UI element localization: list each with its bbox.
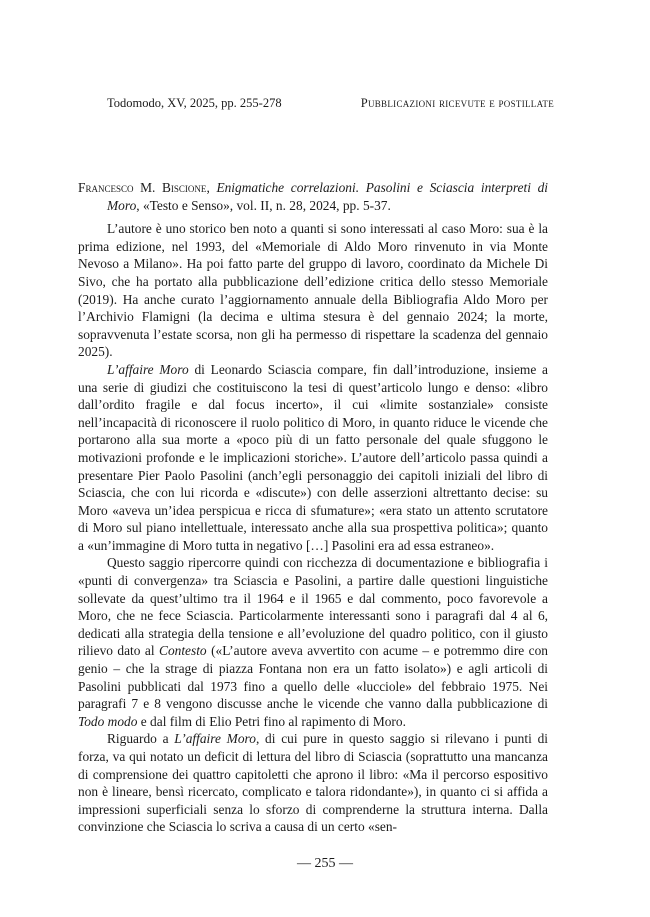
reference-title: Enigmatiche correlazioni. Pasolini e Sciascia interpreti di Moro [107, 180, 548, 213]
paragraph-3-text-a: Questo saggio ripercorre quindi con ricchezza di documentazione e bibliografia i «punti di convergenza» tra Sciascia e Pasolini, a partire dalle questioni linguistiche sollevate da quest’ultimo tra il 1964 e il 1965 e dal commento, poco favorevole a Moro, che ne fece Sciascia. Particolarmente interessanti sono i paragrafi dal 4 al 6, dedicati alla strategia della tensione e all’evoluzione del quadro politico, con il giusto rilievo dato al [78, 555, 548, 659]
paragraph-4-text-a: Riguardo a [107, 731, 175, 747]
paragraph-2-text: di Leonardo Sciascia compare, fin dall’introduzione, insieme a una serie di giudizi che costituiscono la tesi di quest’articolo lungo e denso: «libro dall’ordito fragile e dal focus incerto», il cui «limite sostanziale» consiste nell’incapacità di riconoscere il ruolo politico di Moro, in quanto riduce le vicende che portarono alla sua morte a «poco più di un fatto personale del quale sfuggono le motivazioni profonde e le implicazioni storiche». L’autore dell’articolo passa quindi a presentare Pier Paolo Pasolini (anch’egli personaggio dei capitoli iniziali del libro di Sciascia, che con lui ricorda e «discute») con delle asserzioni altrettanto decise: su Moro «aveva un’idea perspicua e ricca di sfumature»; «era stato un attento scrutatore di Moro sul piano intellettuale, interessato anche alla sua prospettiva politica»; quanto a «un’immagine di Moro tutta in negativo […] Pasolini era ad essa estraneo». [78, 361, 548, 553]
journal-citation: Todomodo, XV, 2025, pp. 255-278 [107, 96, 282, 110]
reference-author: Francesco M. Biscione [78, 180, 207, 195]
paragraph-3-text-b: («L’autore aveva avvertito con acume – e potremmo dire con genio – che la strage di piazza Fontana non era un fatto isolato») e agli articoli di Pasolini pubblicati dal 1973 fino a quello delle «lucciole» del febbraio 1975. Nei paragrafi 7 e 8 vengono discusse anche le vicende che vanno dalla pubblicazione di [78, 643, 549, 712]
page-number: — 255 — [297, 856, 353, 871]
review-entry [78, 179, 548, 836]
paragraph-2-book-title: L’affaire Moro [107, 361, 189, 377]
reference-separator: , [206, 180, 217, 195]
section-title: Pubblicazioni ricevute e postillate [360, 96, 554, 110]
paragraph-4-book-title: L’affaire Moro [174, 731, 256, 747]
paragraph-2 [78, 361, 548, 555]
paragraph-4-text-b: , di cui pure in questo saggio si rilevano i punti di forza, va qui notato un deficit di lettura del libro di Sciascia (soprattutto una mancanza di comprensione dei quattro capitoletti che aprono il libro: «Ma il percorso espositivo non è lineare, bensì ricercato, complicato e talora ridondante»), in quanto ci si affida a impressioni superficiali senza lo sforzo di comprenderne la struttura interna. Dalla convinzione che Sciascia lo scriva a causa di un certo «sen- [78, 731, 548, 835]
paragraph-4 [78, 730, 548, 836]
reference-details: , «Testo e Senso», vol. II, n. 28, 2024, pp. 5-37. [136, 197, 391, 213]
bibliographic-reference [78, 179, 548, 214]
paragraph-1-text: L’autore è uno storico ben noto a quanti si sono interessati al caso Moro: sua è la prima edizione, nel 1993, del «Memoriale di Aldo Moro rinvenuto in via Monte Nevoso a Milano». Ha poi fatto parte del gruppo di lavoro, coordinato da Michele Di Sivo, che ha portato alla pubblicazione dell’edizione critica dello stesso Memoriale (2019). Ha anche curato l’aggiornamento annuale della Bibliografia Aldo Moro per l’Archivio Flamigni (la decima e ultima stesura è del gennaio 2024; la morte, sopravvenuta l’estate scorsa, non gli ha permesso di rispettare la scadenza del gennaio 2025). [78, 221, 548, 360]
paragraph-3 [78, 554, 548, 730]
paragraph-3-book-title-contesto: Contesto [159, 643, 207, 659]
paragraph-1 [78, 220, 548, 361]
paragraph-3-text-c: e dal film di Elio Petri fino al rapimento di Moro. [137, 713, 406, 729]
paragraph-3-book-title-todo-modo: Todo modo [78, 713, 138, 729]
